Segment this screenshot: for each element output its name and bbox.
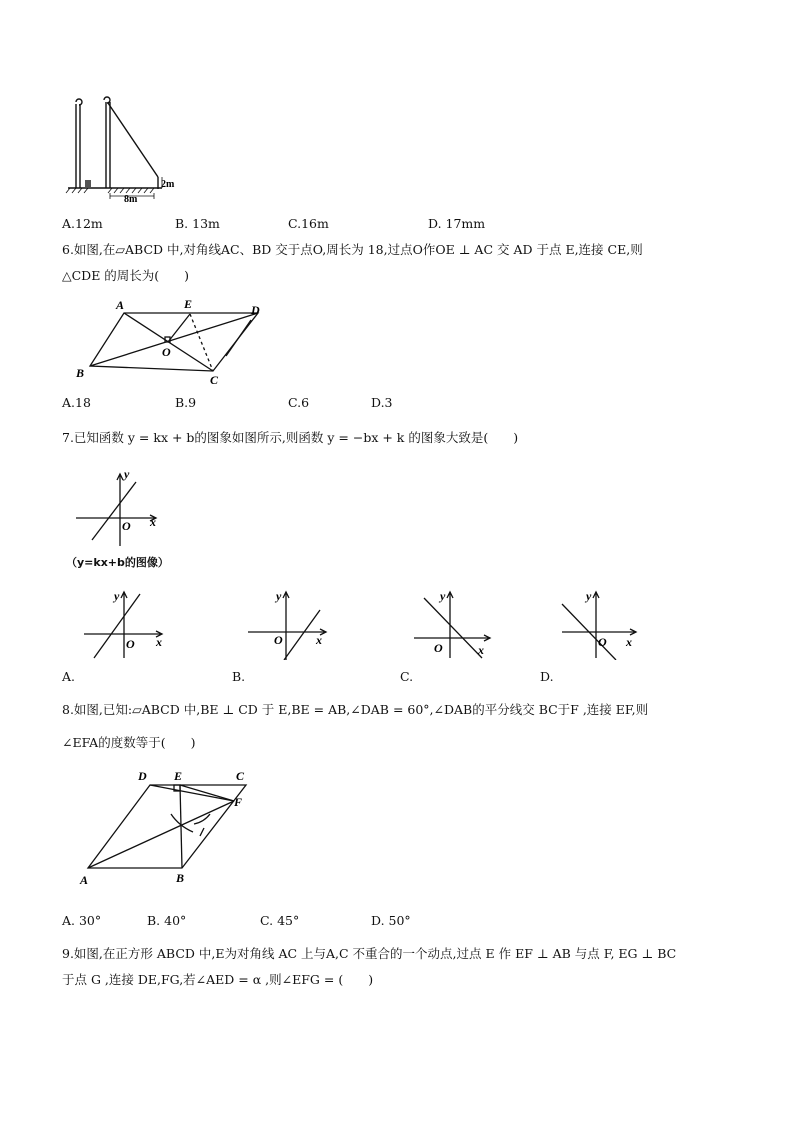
q7-option-c: C. (400, 669, 414, 684)
axis-x-label: x (156, 635, 162, 649)
q8-option-d: D. 50° (371, 913, 411, 928)
axis-y-label: y (114, 589, 120, 603)
label-C: C (236, 769, 245, 783)
flagpole-figure (62, 92, 177, 204)
origin-label: O (126, 637, 135, 651)
axis-y-label: y (124, 467, 130, 481)
q6-option-c: C.6 (288, 395, 310, 410)
q9-text-line2: 于点 G ,连接 DE,FG,若∠AED = α ,则∠EFG = ( ) (62, 972, 374, 987)
q7-option-b: B. (232, 669, 246, 684)
q7-option-d: D. (540, 669, 554, 684)
origin-label: O (434, 641, 443, 655)
q5-option-a: A.12m (62, 216, 103, 231)
q8-option-c: C. 45° (260, 913, 300, 928)
label-A: A (116, 298, 125, 312)
q7-option-a: A. (62, 669, 76, 684)
q6-text-line1: 6.如图,在▱ABCD 中,对角线AC、BD 交于点O,周长为 18,过点O作OE ⊥ AC 交 AD 于点 E,连接 CE,则 (62, 242, 643, 257)
q9-text-line1: 9.如图,在正方形 ABCD 中,E为对角线 AC 上与A,C 不重合的一个动点,过点 E 作 EF ⊥ AB 与点 F, EG ⊥ BC (62, 946, 677, 961)
label-C: C (210, 373, 219, 387)
axis-y-label: y (276, 589, 282, 603)
q7-graph-caption: （y=kx+b的图像） (66, 556, 169, 569)
label-D: D (251, 303, 260, 317)
label-E: E (184, 297, 193, 311)
label-2m: 2m (161, 179, 175, 190)
label-F: F (234, 795, 243, 809)
q8-text-line1: 8.如图,已知:▱ABCD 中,BE ⊥ CD 于 E,BE = AB,∠DAB = 60°,∠DAB的平分线交 BC于F ,连接 EF,则 (62, 702, 649, 717)
origin-label: O (122, 519, 131, 533)
q7-text: 7.已知函数 y = kx + b的图象如图所示,则函数 y = −bx + k 的图象大致是( ) (62, 430, 519, 445)
q7-option-b-graph (244, 588, 334, 660)
q6-option-b: B.9 (175, 395, 197, 410)
label-O: O (162, 345, 171, 359)
origin-label: O (598, 635, 607, 649)
q8-option-a: A. 30° (62, 913, 102, 928)
q6-parallelogram-figure (68, 292, 268, 388)
q6-text-line2: △CDE 的周长为( ) (62, 268, 190, 283)
axis-y-label: y (586, 589, 592, 603)
q7-option-a-graph (80, 588, 170, 660)
q7-option-d-graph (558, 588, 648, 660)
label-B: B (76, 366, 85, 380)
q5-option-c: C.16m (288, 216, 329, 231)
label-E: E (174, 769, 183, 783)
axis-x-label: x (150, 515, 156, 529)
origin-label: O (274, 633, 283, 647)
q8-text-line2: ∠EFA的度数等于( ) (62, 735, 196, 750)
q6-option-d: D.3 (371, 395, 393, 410)
q5-option-b: B. 13m (175, 216, 220, 231)
q6-option-a: A.18 (62, 395, 91, 410)
q8-option-b: B. 40° (147, 913, 187, 928)
q8-parallelogram-figure (76, 764, 256, 888)
axis-y-label: y (440, 589, 446, 603)
label-D: D (138, 769, 147, 783)
q7-given-graph (70, 466, 180, 548)
axis-x-label: x (316, 633, 322, 647)
q5-option-d: D. 17mm (428, 216, 486, 231)
axis-x-label: x (626, 635, 632, 649)
label-8m: 8m (124, 194, 138, 204)
axis-x-label: x (478, 643, 484, 657)
q7-option-c-graph (410, 588, 500, 660)
label-B: B (176, 871, 185, 885)
label-A: A (80, 873, 89, 887)
